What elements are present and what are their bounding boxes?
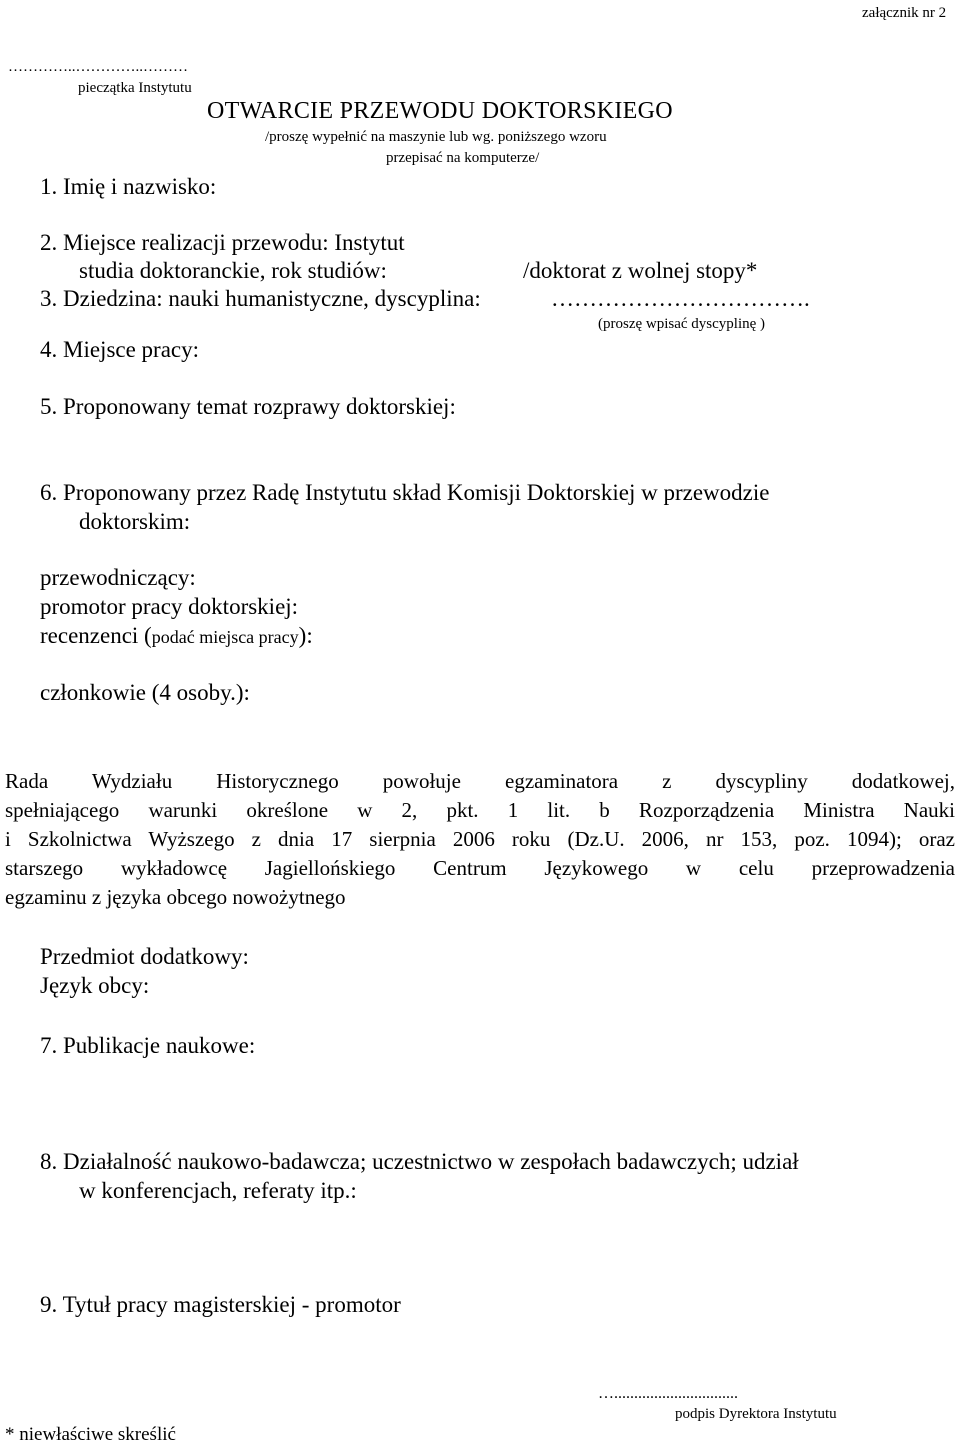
foreign-language: Język obcy: [40, 973, 150, 998]
item-1-name: 1. Imię i nazwisko: [40, 174, 217, 199]
committee-chair: przewodniczący: [40, 565, 196, 590]
title-note-line2: przepisać na komputerze/ [386, 150, 540, 166]
paragraph-line: Rada Wydziału Historycznego powołuje egzaminatora z dyscypliny dodatkowej, [5, 769, 955, 793]
item-2-doctorate: /doktorat z wolnej stopy* [523, 258, 758, 283]
attachment-label: załącznik nr 2 [862, 5, 947, 21]
paragraph-line: spełniającego warunki określone w 2, pkt. 1 lit. b Rozporządzenia Ministra Nauki [5, 798, 955, 822]
paragraph-line: starszego wykładowcę Jagiellońskiego Centrum Językowego w celu przeprowadzenia [5, 856, 955, 880]
item-2-studies: studia doktoranckie, rok studiów: [79, 258, 387, 283]
item-8-continued: w konferencjach, referaty itp.: [79, 1178, 357, 1203]
stamp-label: pieczątka Instytutu [78, 80, 192, 96]
page-title: OTWARCIE PRZEWODU DOKTORSKIEGO [207, 98, 673, 124]
committee-promoter: promotor pracy doktorskiej: [40, 594, 299, 619]
council-paragraph [5, 767, 955, 912]
item-3-field: 3. Dziedzina: nauki humanistyczne, dyscyplina: [40, 286, 481, 311]
item-4-workplace: 4. Miejsce pracy: [40, 337, 200, 362]
item-3-dots: ……………………………. [551, 286, 810, 311]
item-7-publications: 7. Publikacje naukowe: [40, 1033, 256, 1058]
title-note-line1: /proszę wypełnić na maszynie lub wg. poniższego wzoru [265, 129, 607, 145]
paragraph-line: egzaminu z języka obcego nowożytnego [5, 885, 346, 909]
stamp-dots: …………..…………..……… [8, 59, 188, 75]
item-3-hint: (proszę wpisać dyscyplinę ) [598, 316, 766, 332]
footnote: * niewłaściwe skreślić [5, 1424, 176, 1445]
item-5-topic: 5. Proponowany temat rozprawy doktorskiej: [40, 394, 456, 419]
signature-dots: …............................... [598, 1385, 738, 1402]
item-9-thesis: 9. Tytuł pracy magisterskiej - promotor [40, 1292, 401, 1317]
additional-subject: Przedmiot dodatkowy: [40, 944, 249, 969]
signature-label: podpis Dyrektora Instytutu [675, 1406, 837, 1422]
item-6-continued: doktorskim: [79, 509, 191, 534]
committee-members: członkowie (4 osoby.): [40, 680, 250, 705]
committee-reviewers: recenzenci (podać miejsca pracy): [40, 623, 313, 648]
item-2-place: 2. Miejsce realizacji przewodu: Instytut [40, 230, 405, 255]
item-6-committee: 6. Proponowany przez Radę Instytutu skład Komisji Doktorskiej w przewodzie [40, 480, 770, 505]
paragraph-line: i Szkolnictwa Wyższego z dnia 17 sierpnia 2006 roku (Dz.U. 2006, nr 153, poz. 1094); oraz [5, 827, 955, 851]
item-8-activity: 8. Działalność naukowo-badawcza; uczestnictwo w zespołach badawczych; udział [40, 1149, 799, 1174]
